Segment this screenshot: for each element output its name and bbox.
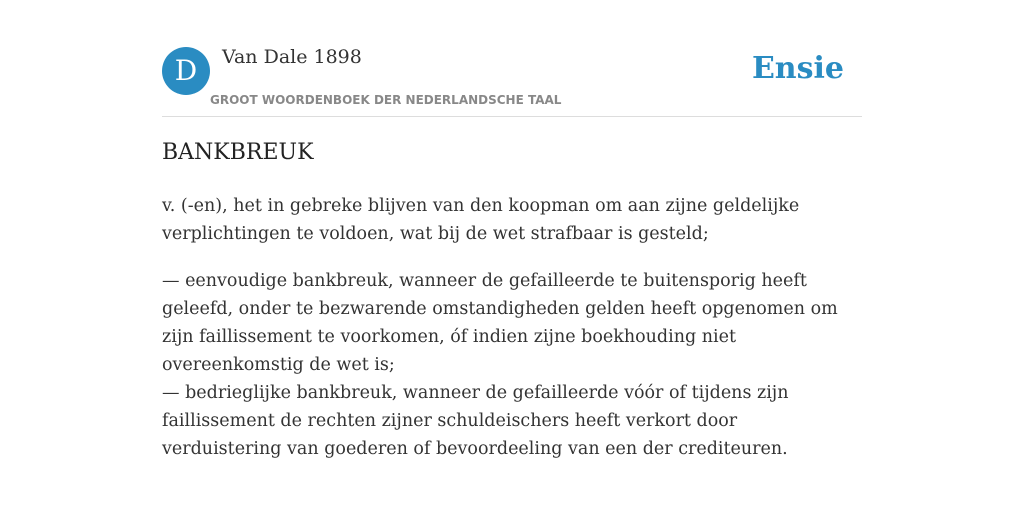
source-title[interactable]: Van Dale 1898 (222, 46, 362, 68)
source-subtitle: GROOT WOORDENBOEK DER NEDERLANDSCHE TAAL (210, 93, 562, 107)
entry-headword: BANKBREUK (162, 140, 314, 165)
source-avatar[interactable]: D (162, 47, 210, 95)
definition-line-fraudulent: — bedrieglijke bankbreuk, wanneer de gefailleerde vóór of tijdens zijn faillissement de rechten zijner schuldeischers heeft verkort door verduistering van goederen of bevoordeeling van een der crediteuren. (162, 383, 789, 459)
definition-paragraph-1: v. (-en), het in gebreke blijven van den koopman om aan zijne geldelijke verplichtingen te voldoen, wat bij de wet strafbaar is gesteld; (162, 196, 800, 244)
source-header (162, 45, 862, 117)
entry-definition (162, 192, 862, 482)
definition-line-simple: — eenvoudige bankbreuk, wanneer de gefailleerde te buitensporig heeft geleefd, onder te bezwarende omstandigheden gelden heeft opgenomen om zijn faillissement te voorkomen, óf indien zijne boekhouding niet overeenkomstig de wet is; (162, 271, 838, 375)
definition-paragraph-2 (162, 267, 862, 463)
ensie-logo[interactable]: Ensie (751, 51, 844, 86)
